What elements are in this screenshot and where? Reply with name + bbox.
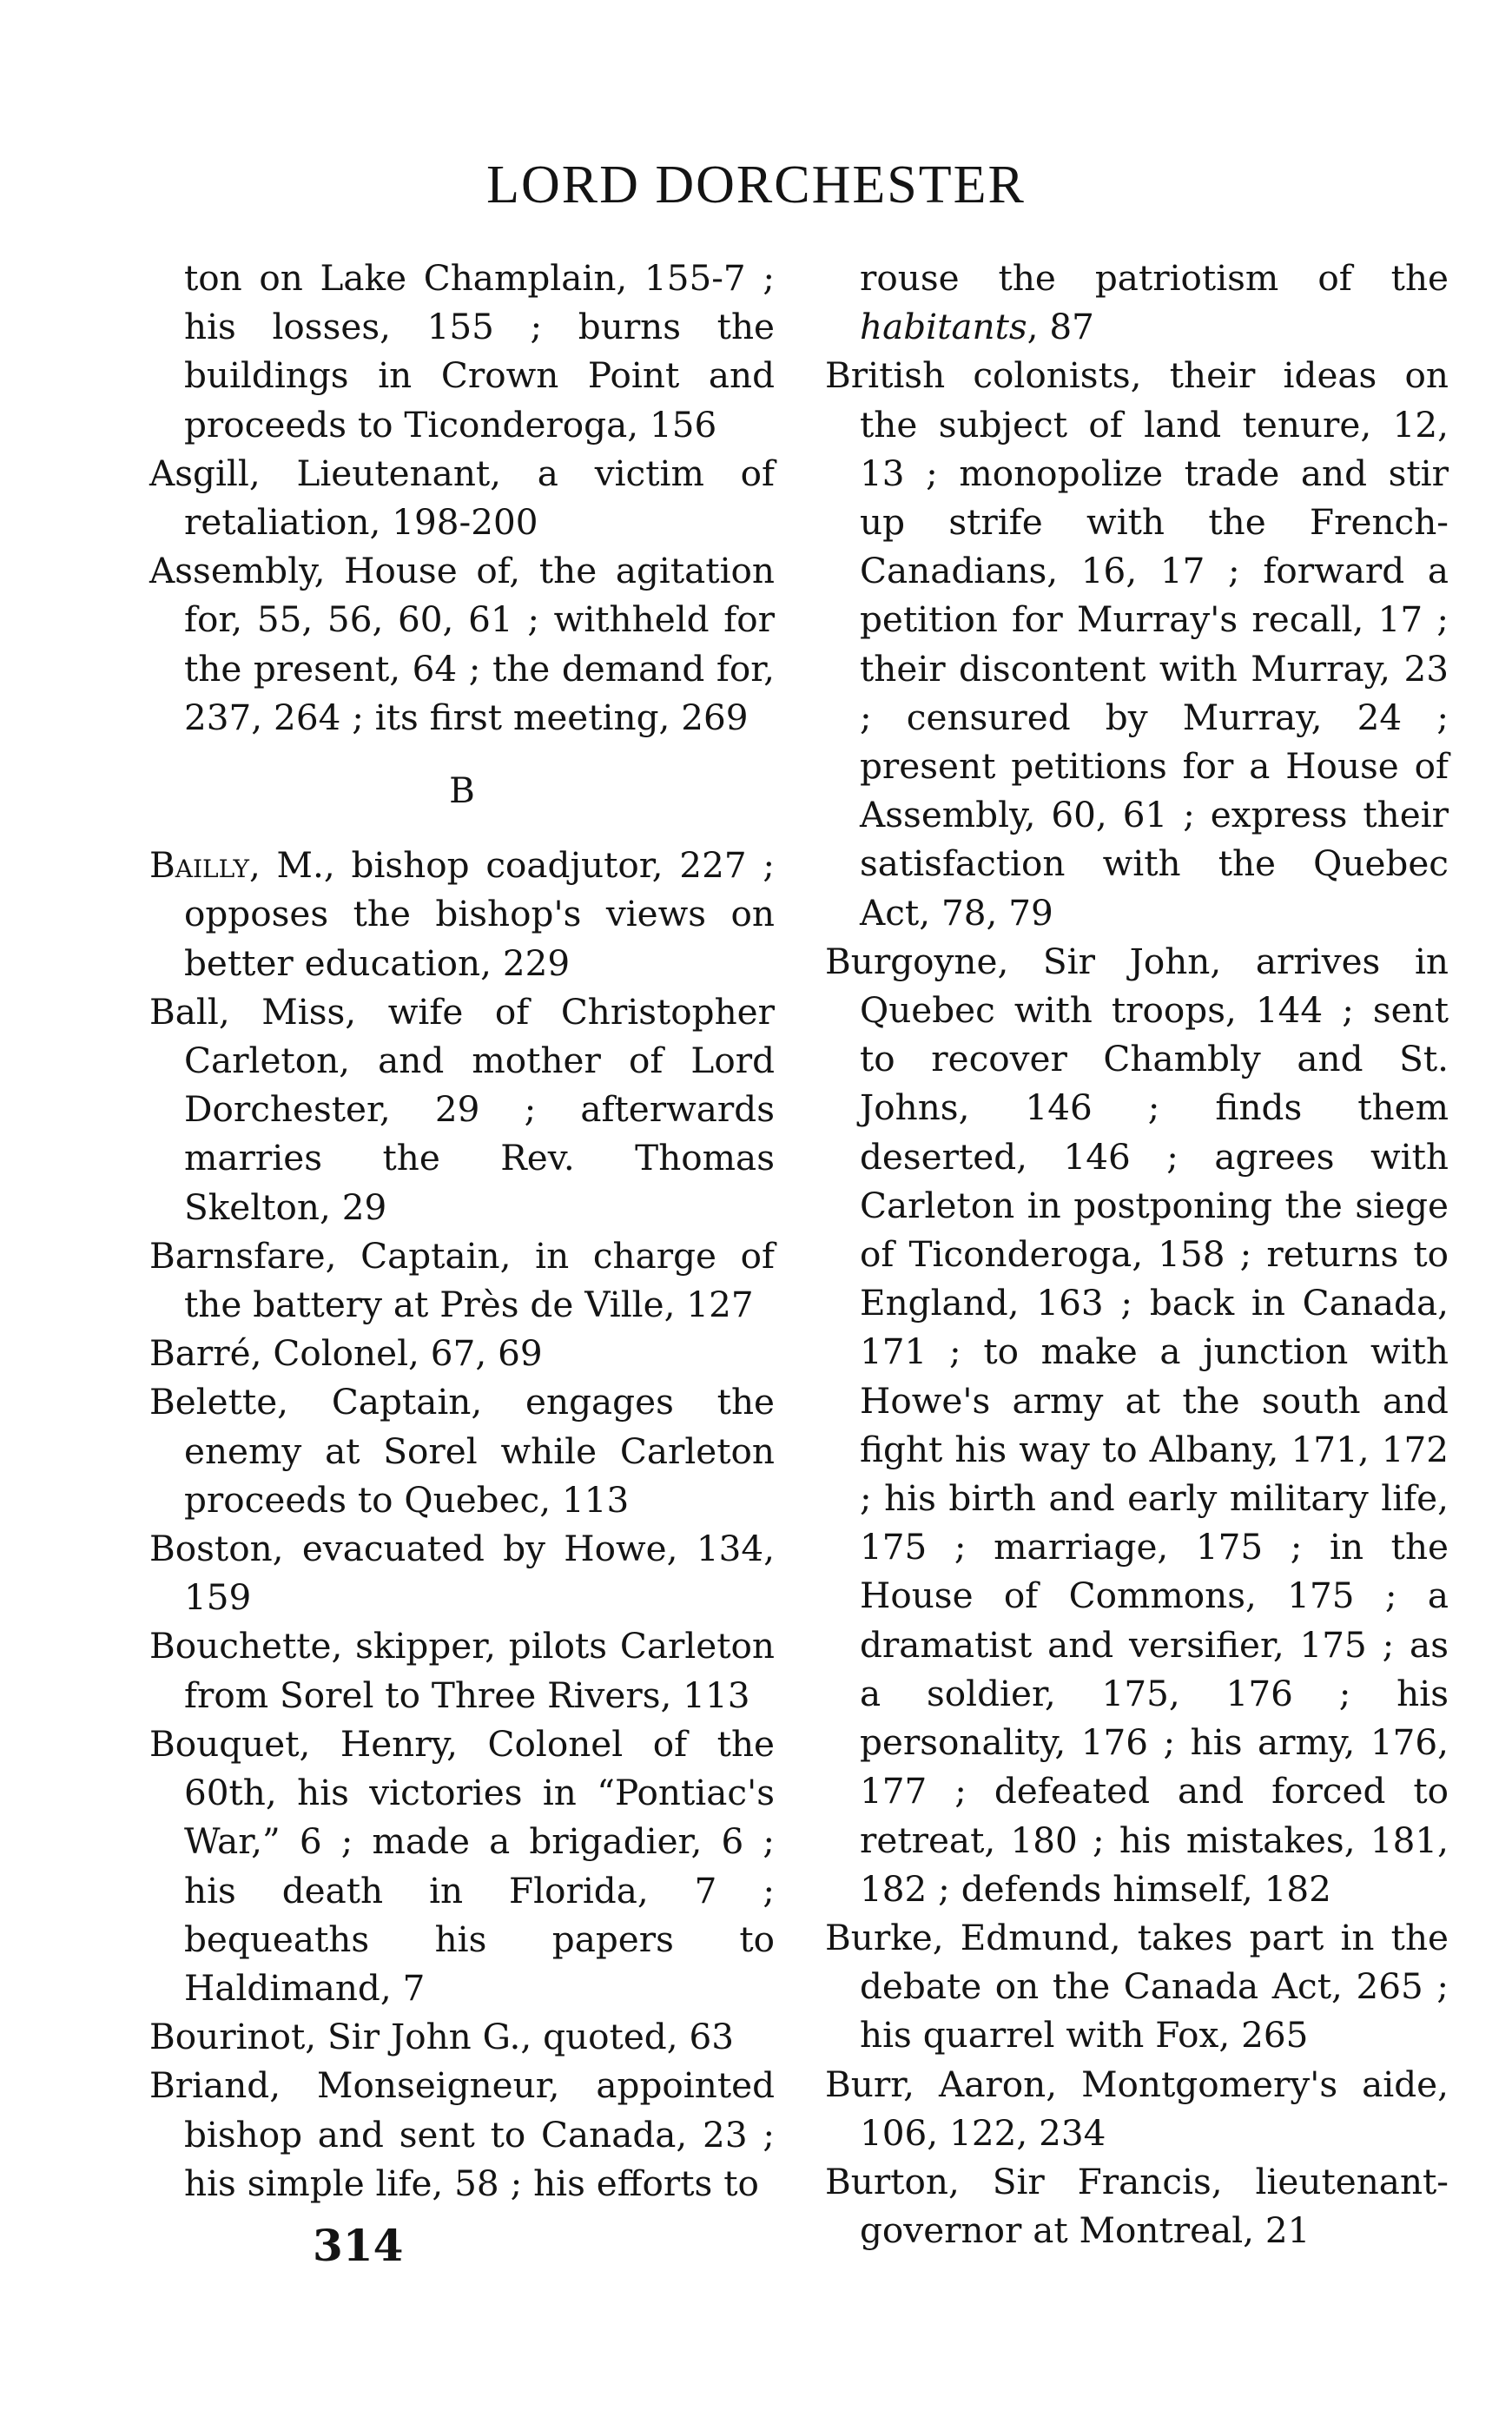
index-entry: Ball, Miss, wife of Christopher Carleton, and mother of Lord Dorchester, 29 ; afterwards marries the Rev. Thomas Skelton, 29 (149, 990, 775, 1228)
entry-text: rouse the patriotism of the (860, 257, 1449, 299)
entry-head-smallcaps: Bailly (149, 844, 249, 887)
page-title: LORD DORCHESTER (486, 155, 1026, 215)
index-entry: Barré, Colonel, 67, 69 (149, 1332, 543, 1375)
index-column-right (825, 254, 1449, 2255)
section-letter: B (449, 769, 475, 812)
page-number: 314 (313, 2220, 404, 2271)
index-entry-continued: ton on Lake Champlain, 155-7 ; his losses, 155 ; burns the buildings in Crown Point and proceeds to Ticonderoga, 156 (184, 257, 775, 446)
index-entry: Bourinot, Sir John G., quoted, 63 (149, 2016, 734, 2058)
entry-italic-term: habitants (860, 306, 1027, 348)
index-entry: Burr, Aaron, Montgomery's aide, 106, 122, 234 (825, 2063, 1449, 2154)
index-entry: Burgoyne, Sir John, arrives in Quebec with troops, 144 ; sent to recover Chambly and St. Johns, 146 ; finds them deserted, 146 ; agrees with Carleton in postponing the siege of Ticonderoga, 158 ; returns to England, 163 ; back in Canada, 171 ; to make a junction with Howe's army at the south and fight his way to Albany, 171, 172 ; his birth and early military life, 175 ; marriage, 175 ; in the House of Commons, 175 ; a dramatist and versifier, 175 ; as a soldier, 175, 176 ; his personality, 176 ; his army, 176, 177 ; defeated and forced to retreat, 180 ; his mistakes, 181, 182 ; defends himself, 182 (825, 940, 1449, 1910)
index-column-left (149, 254, 775, 2208)
index-entry: Burke, Edmund, takes part in the debate on the Canada Act, 265 ; his quarrel with Fox, 265 (825, 1916, 1449, 2057)
index-entry: Briand, Monseigneur, appointed bishop and sent to Canada, 23 ; his simple life, 58 ; his efforts to (149, 2064, 775, 2204)
index-entry: Boston, evacuated by Howe, 134, 159 (149, 1528, 775, 1619)
entry-text: , M., bishop coadjutor, 227 ; opposes the bishop's views on better education, 229 (184, 844, 775, 984)
entry-text: , 87 (1027, 306, 1094, 348)
index-entry: Bouchette, skipper, pilots Carleton from Sorel to Three Rivers, 113 (149, 1625, 775, 1716)
index-entry: Bouquet, Henry, Colonel of the 60th, his victories in “Pontiac's War,” 6 ; made a brigadier, 6 ; his death in Florida, 7 ; bequeaths his papers to Haldimand, 7 (149, 1722, 775, 2009)
index-entry: Asgill, Lieutenant, a victim of retaliation, 198-200 (149, 452, 775, 544)
index-entry: Barnsfare, Captain, in charge of the battery at Près de Ville, 127 (149, 1234, 775, 1326)
index-entry (149, 841, 775, 987)
index-entry: Assembly, House of, the agitation for, 55, 56, 60, 61 ; withheld for the present, 64 ; the demand for, 237, 264 ; its first meeting, 269 (149, 550, 775, 738)
index-entry-continued (825, 254, 1449, 351)
index-entry: Belette, Captain, engages the enemy at Sorel while Carleton proceeds to Quebec, 113 (149, 1381, 775, 1521)
index-entry: Burton, Sir Francis, lieutenant-governor at Montreal, 21 (825, 2160, 1449, 2252)
index-entry: British colonists, their ideas on the subject of land tenure, 12, 13 ; monopolize trade and stir up strife with the French-Canadians, 16, 17 ; forward a petition for Murray's recall, 17 ; their discontent with Murray, 23 ; censured by Murray, 24 ; present petitions for a House of Assembly, 60, 61 ; express their satisfaction with the Quebec Act, 78, 79 (825, 354, 1449, 934)
